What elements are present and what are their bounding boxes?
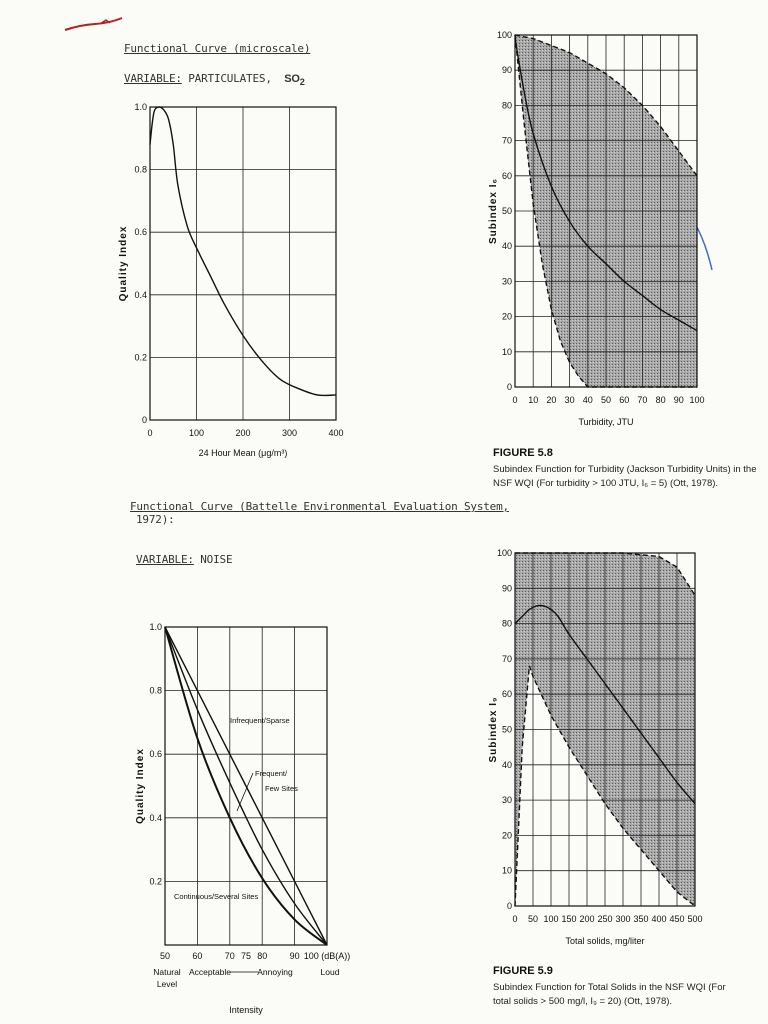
x-tick-label: 300 bbox=[615, 914, 631, 924]
x-tick-label: 400 bbox=[328, 428, 344, 438]
x-tick-label: 200 bbox=[579, 914, 595, 924]
x-tick-label: 50 bbox=[159, 951, 171, 961]
x-axis-label: Turbidity, JTU bbox=[578, 417, 634, 427]
y-tick-label: 0.8 bbox=[149, 685, 162, 696]
x-tick-label: 90 bbox=[673, 395, 684, 405]
particulates-variable-extra: $SO_2$ bbox=[284, 73, 305, 88]
x-tick-label: 90 bbox=[289, 951, 300, 961]
y-tick-label: 60 bbox=[501, 689, 512, 700]
x-tick-label: 500 bbox=[687, 914, 703, 924]
particulates-chart bbox=[110, 95, 370, 465]
y-tick-label: 0.4 bbox=[149, 812, 162, 823]
y-axis-label: Quality Index bbox=[135, 748, 146, 824]
x-tick-label: 0 bbox=[147, 428, 153, 438]
y-tick-label: 10 bbox=[501, 346, 512, 357]
y-tick-label: 80 bbox=[501, 618, 512, 629]
x-tick-label: 0 bbox=[512, 395, 518, 405]
y-tick-label: 100 bbox=[496, 30, 512, 40]
x-tick-label: 100 bbox=[689, 395, 705, 405]
x-tick-label: 80 bbox=[655, 395, 666, 405]
x-tick-label: 50 bbox=[600, 395, 612, 405]
x-tick-label: 20 bbox=[546, 395, 557, 405]
x-tick-label: 10 bbox=[528, 395, 539, 405]
y-tick-label: 80 bbox=[501, 100, 512, 111]
x-tick-label: 100 bbox=[543, 914, 559, 924]
y-tick-label: 40 bbox=[501, 241, 512, 252]
x-tick-label: 30 bbox=[564, 395, 575, 405]
particulates-variable-label: VARIABLE: bbox=[124, 72, 182, 85]
x-descriptor-level: Level bbox=[156, 979, 178, 989]
x-tick-label: 150 bbox=[561, 914, 577, 924]
noise-chart bbox=[115, 615, 385, 1015]
x-tick-label: 0 bbox=[512, 914, 518, 924]
y-tick-label: 20 bbox=[501, 311, 512, 322]
x-axis-label: Intensity bbox=[229, 1005, 263, 1015]
x-tick-label: 60 bbox=[619, 395, 630, 405]
y-axis-label: Quality Index bbox=[118, 225, 129, 302]
turbidity-caption bbox=[493, 463, 756, 491]
solids-figure-title: FIGURE 5.9 bbox=[493, 965, 553, 977]
x-tick-label: 200 bbox=[235, 428, 251, 438]
noise-heading-line1: Functional Curve (Battelle Environmental Evaluation System, bbox=[130, 500, 509, 513]
turbidity-caption-line2: NSF WQI (For turbidity > 100 JTU, I₆ = 5) (Ott, 1978). bbox=[493, 478, 719, 489]
turbidity-figure-title: FIGURE 5.8 bbox=[493, 447, 553, 459]
y-tick-label: 30 bbox=[501, 276, 512, 287]
y-tick-label: 100 bbox=[496, 548, 512, 558]
x-tick-label: 60 bbox=[192, 951, 203, 961]
x-tick-label: 50 bbox=[527, 914, 539, 924]
y-tick-label: 70 bbox=[501, 653, 512, 664]
annotation-continuous: Continuous/Several Sites bbox=[174, 892, 259, 901]
y-tick-label: 1.0 bbox=[149, 622, 162, 632]
solids-caption-line1: Subindex Function for Total Solids in the NSF WQI (For bbox=[493, 982, 726, 993]
x-tick-label: 100 (dB(A)) bbox=[303, 951, 351, 961]
annotation-frequent: Frequent/ bbox=[255, 769, 288, 778]
y-tick-label: 0 bbox=[506, 382, 512, 392]
y-tick-label: 0.8 bbox=[134, 164, 147, 175]
x-axis-label: 24 Hour Mean (μg/m³) bbox=[198, 448, 288, 458]
noise-variable bbox=[136, 553, 232, 566]
annotation-infrequent: Infrequent/Sparse bbox=[230, 716, 290, 725]
x-tick-label: 250 bbox=[597, 914, 613, 924]
x-descriptor-loud: Loud bbox=[320, 967, 340, 977]
noise-variable-value: NOISE bbox=[200, 553, 233, 566]
y-tick-label: 0 bbox=[141, 415, 147, 425]
y-tick-label: 40 bbox=[501, 759, 512, 770]
x-descriptor-natural: Natural bbox=[153, 967, 181, 977]
particulates-heading: Functional Curve (microscale) bbox=[124, 42, 311, 55]
solids-caption bbox=[493, 981, 726, 1009]
y-tick-label: 60 bbox=[501, 170, 512, 181]
x-descriptor-annoying: Annoying bbox=[257, 967, 293, 977]
y-tick-label: 0.6 bbox=[149, 749, 162, 760]
y-tick-label: 0 bbox=[506, 901, 512, 911]
y-tick-label: 50 bbox=[501, 724, 512, 735]
y-axis-label: Subindex I₆ bbox=[488, 177, 499, 245]
x-tick-label: 80 bbox=[257, 951, 268, 961]
noise-variable-label: VARIABLE: bbox=[136, 553, 194, 566]
noise-heading bbox=[130, 500, 509, 526]
annotation-pointer bbox=[237, 773, 253, 811]
x-tick-label: 70 bbox=[637, 395, 648, 405]
total-solids-chart bbox=[480, 543, 720, 958]
x-tick-label: 350 bbox=[633, 914, 649, 924]
turbidity-caption-line1: Subindex Function for Turbidity (Jackson Turbidity Units) in the bbox=[493, 464, 757, 475]
turbidity-chart bbox=[480, 25, 720, 435]
y-tick-label: 30 bbox=[501, 795, 512, 806]
particulates-variable bbox=[124, 72, 305, 87]
y-tick-label: 90 bbox=[501, 583, 512, 594]
solids-caption-line2: total solids > 500 mg/l, I₉ = 20) (Ott, 1978). bbox=[493, 996, 673, 1007]
x-descriptor-acceptable: Acceptable bbox=[188, 967, 232, 977]
x-tick-label: 100 bbox=[188, 428, 205, 438]
y-tick-label: 0.2 bbox=[149, 876, 162, 887]
y-tick-label: 10 bbox=[501, 865, 512, 876]
y-tick-label: 70 bbox=[501, 135, 512, 146]
y-tick-label: 20 bbox=[501, 830, 512, 841]
particulates-variable-value: PARTICULATES, bbox=[188, 72, 272, 85]
x-tick-label: 450 bbox=[669, 914, 685, 924]
x-tick-label: 75 bbox=[240, 951, 252, 961]
y-tick-label: 0.4 bbox=[134, 289, 147, 300]
x-tick-label: 40 bbox=[582, 395, 593, 405]
y-axis-label: Subindex I₉ bbox=[488, 696, 499, 763]
y-tick-label: 1.0 bbox=[134, 102, 147, 112]
y-tick-label: 50 bbox=[501, 206, 512, 216]
x-tick-label: 70 bbox=[224, 951, 235, 961]
red-pen-mark bbox=[60, 10, 130, 35]
annotation-few-sites: Few Sites bbox=[265, 784, 298, 793]
y-tick-label: 0.6 bbox=[134, 227, 147, 238]
x-tick-label: 300 bbox=[281, 428, 298, 438]
x-tick-label: 400 bbox=[651, 914, 667, 924]
noise-heading-line2: 1972): bbox=[136, 513, 175, 526]
y-tick-label: 0.2 bbox=[134, 352, 147, 363]
y-tick-label: 90 bbox=[501, 65, 512, 76]
x-axis-label: Total solids, mg/liter bbox=[565, 936, 645, 946]
